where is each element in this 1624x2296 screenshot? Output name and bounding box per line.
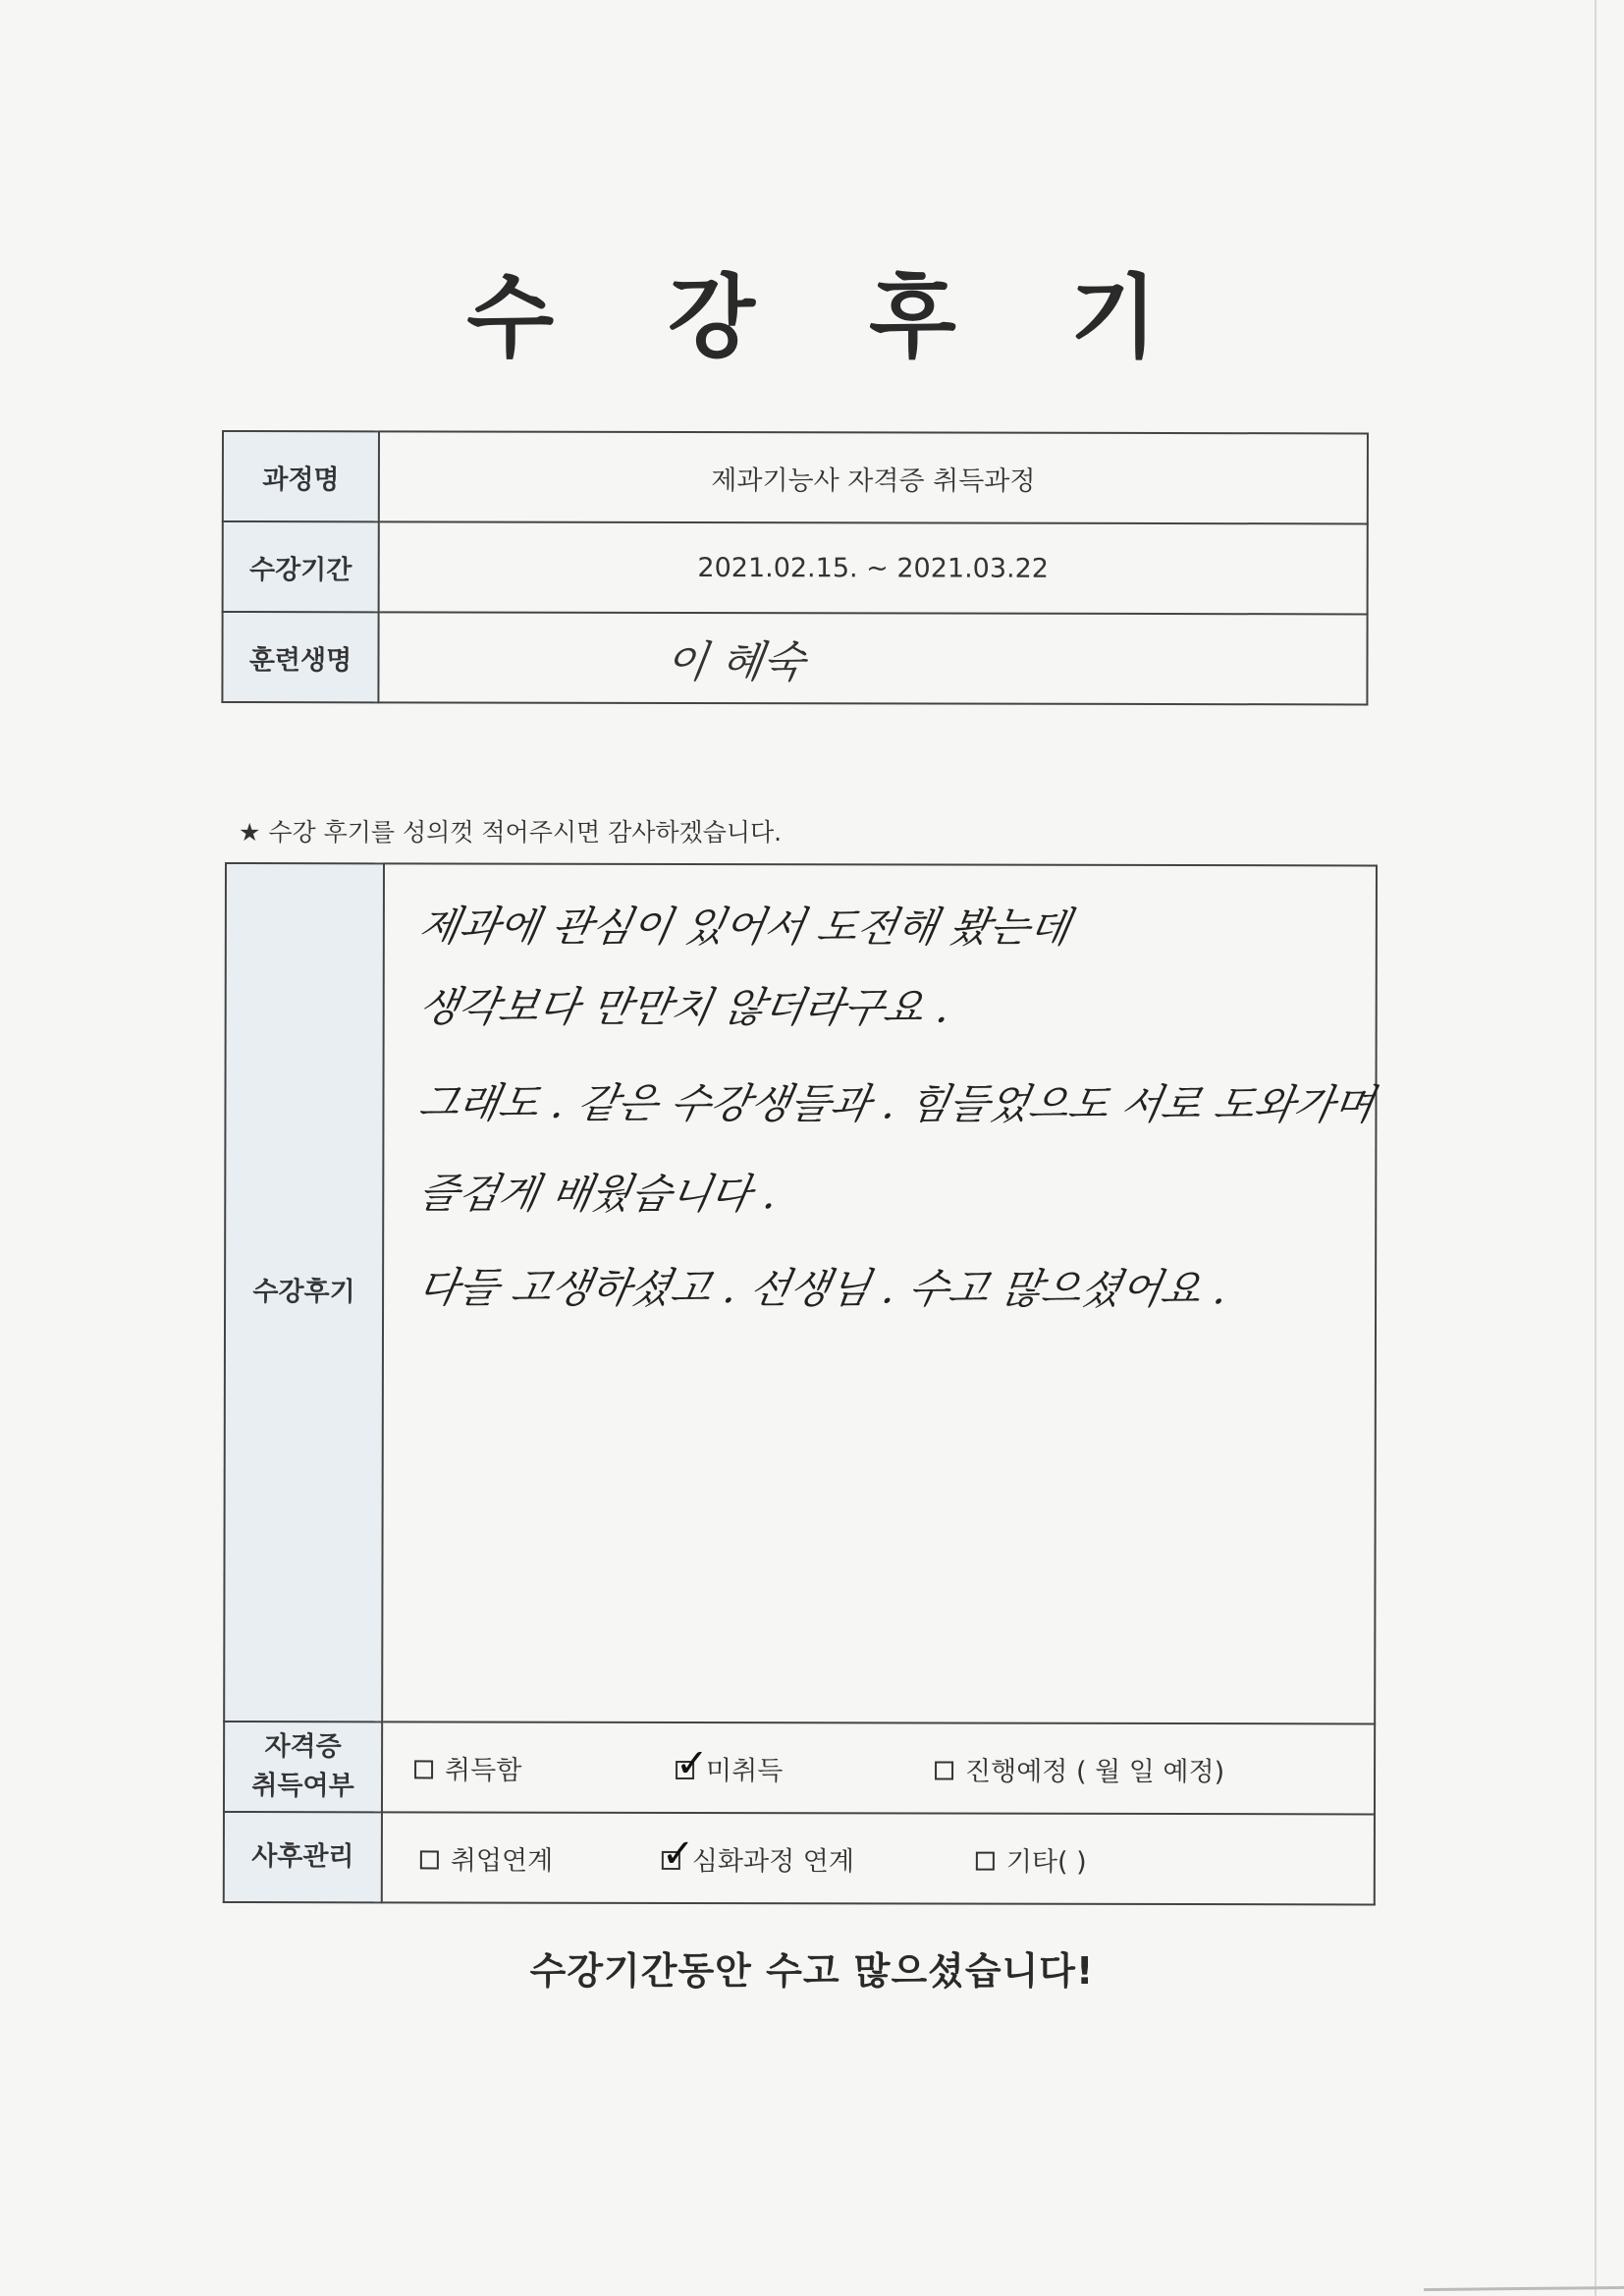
certificate-label-line2: 취득여부 — [251, 1771, 354, 1802]
review-table — [223, 862, 1378, 1905]
followup-label: 사후관리 — [224, 1812, 382, 1902]
course-name-label: 과정명 — [223, 431, 379, 521]
course-name-value: 제과기능사 자격증 취득과정 — [379, 431, 1368, 523]
closing-message: 수강기간동안 수고 많으셨습니다! — [529, 1949, 1095, 1993]
review-line: 즐겁게 배웠습니다 . — [414, 1169, 782, 1219]
certificate-option-acquired[interactable] — [414, 1748, 521, 1786]
certificate-label — [224, 1722, 382, 1812]
certificate-row — [224, 1722, 1375, 1814]
course-period-label: 수강기간 — [223, 521, 379, 612]
review-line: 생각보다 만만치 않더라구요 . — [414, 982, 954, 1032]
followup-options — [382, 1812, 1375, 1904]
review-row — [224, 863, 1377, 1723]
course-info-table — [221, 430, 1369, 705]
checkbox-icon[interactable] — [676, 1740, 709, 1787]
course-period-value: 2021.02.15. ~ 2021.03.22 — [379, 521, 1368, 614]
checkbox-icon[interactable] — [976, 1852, 995, 1871]
certificate-options — [382, 1722, 1375, 1814]
followup-option-other[interactable] — [976, 1840, 1087, 1879]
option-label: 취득함 — [445, 1755, 522, 1786]
review-body — [382, 863, 1377, 1723]
course-name-row — [223, 431, 1368, 523]
checkbox-icon[interactable] — [661, 1831, 695, 1878]
option-label: 기타( ) — [1005, 1846, 1087, 1878]
review-label: 수강후기 — [224, 863, 384, 1722]
certificate-option-not-acquired[interactable] — [676, 1740, 784, 1787]
checkbox-icon[interactable] — [420, 1850, 439, 1869]
trainee-name-handwriting: 이 혜숙 — [661, 636, 808, 688]
checkbox-icon[interactable] — [935, 1762, 953, 1780]
option-label: 미취득 — [706, 1756, 784, 1787]
instruction-note: ★ 수강 후기를 성의껏 적어주시면 감사하겠습니다. — [239, 818, 783, 847]
trainee-name-cell — [378, 612, 1367, 704]
certificate-label-line1: 자격증 — [264, 1731, 342, 1763]
checkbox-icon[interactable] — [414, 1760, 433, 1778]
check-mark-icon: ✓ — [676, 1740, 709, 1787]
review-line: 제과에 관심이 있어서 도전해 봤는데 — [415, 902, 1074, 952]
trainee-name-label: 훈련생명 — [222, 612, 378, 702]
followup-row — [224, 1812, 1375, 1904]
option-label: 진행예정 ( 월 일 예정) — [965, 1756, 1225, 1788]
check-mark-icon: ✓ — [661, 1831, 695, 1878]
option-label: 심화과정 연계 — [691, 1845, 854, 1878]
option-label: 취업연계 — [450, 1845, 554, 1877]
followup-option-employment[interactable] — [420, 1838, 553, 1877]
certificate-option-planned[interactable] — [935, 1750, 1224, 1789]
course-period-row — [223, 521, 1368, 614]
page-title: 수 강 후 기 — [466, 265, 1199, 370]
review-line: 다들 고생하셨고 . 선생님 . 수고 많으셨어요 . — [414, 1263, 1232, 1314]
trainee-name-row — [222, 612, 1367, 704]
followup-option-advanced[interactable] — [661, 1831, 854, 1878]
review-line: 그래도 . 같은 수강생들과 . 힘들었으도 서로 도와가며 — [414, 1078, 1379, 1129]
